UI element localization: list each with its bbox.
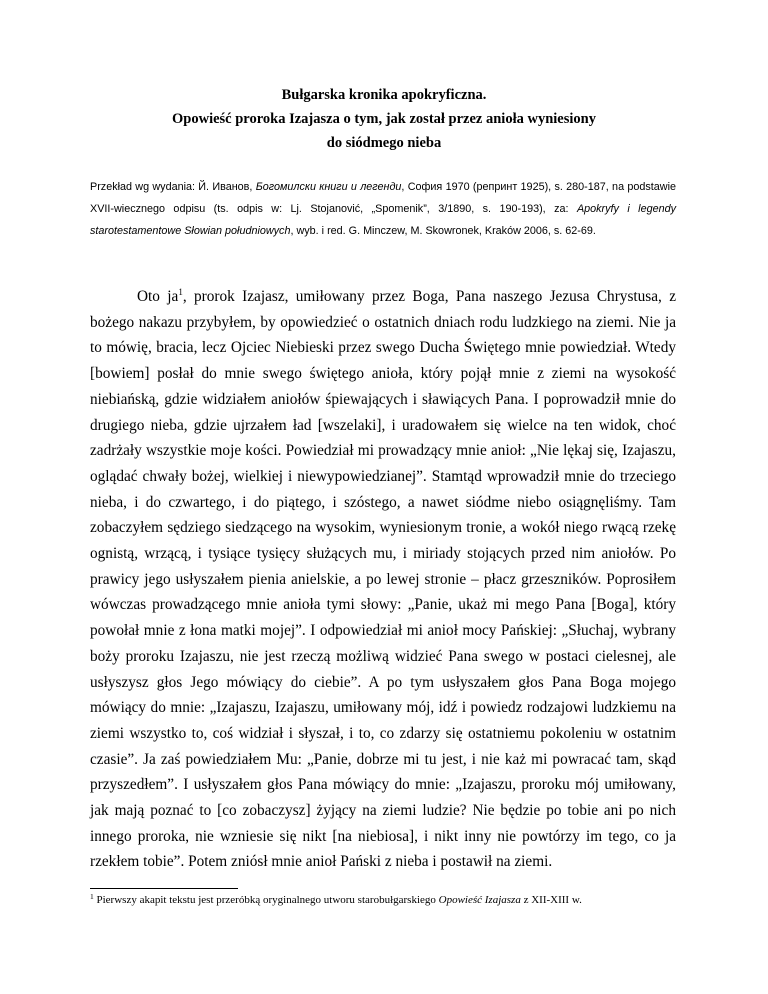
footnote-number: 1 (90, 892, 94, 901)
source-title-apokryfy: Apokryfy i legendy starotestamentowe Słowian południowych (90, 203, 676, 237)
body-lead: Oto ja (137, 288, 179, 305)
title-line-1: Bułgarska kronika apokryficzna. (281, 87, 487, 103)
source-title-cyrillic: Богомилски книги и легенди (255, 181, 402, 193)
footnote (90, 893, 690, 907)
source-middle: , София 1970 (репринт 1925), s. 280-187, na podstawie XVII-wiecznego odpisu (ts. odpis w: Lj. Stojanović, „Spomenik”, 3/1890, s. 190-193), za: (90, 181, 676, 215)
footnote-ref[interactable]: 1 (178, 287, 183, 297)
body-paragraph (90, 284, 676, 875)
footnote-text: Pierwszy akapit tekstu jest przeróbką oryginalnego utworu starobułgarskiego (93, 894, 439, 906)
document-title (80, 83, 688, 155)
source-note (90, 176, 676, 242)
footnote-italic: Opowieść Izajasza (438, 894, 521, 906)
source-suffix: , wyb. i red. G. Minczew, M. Skowronek, Kraków 2006, s. 62-69. (290, 225, 596, 237)
title-line-2: Opowieść proroka Izajasza o tym, jak został przez anioła wyniesiony (172, 111, 596, 127)
footnote-divider (90, 888, 238, 889)
body-text: , prorok Izajasz, umiłowany przez Boga, Pana naszego Jezusa Chrystusa, z bożego nakazu przybyłem, by opowiedzieć o ostatnich dniach rodu ludzkiego na ziemi. Nie ja to mówię, bracia, lecz Ojciec Niebieski przez swego Ducha Świętego mnie powiedział. Wtedy [bowiem] posłał do mnie swego świętego anioła, który pojął mnie z ziemi na wysokość niebiańską, gdzie widziałem aniołów śpiewających i sławiących Pana. I poprowadził mnie do drugiego nieba, gdzie ujrzałem ład [wszelaki], i uradowałem się wielce na ten widok, choć zadrżały wszystkie moje kości. Powiedział mi prowadzący mnie anioł: „Nie lękaj się, Izajaszu, oglądać chwały bożej, wielkiej i niewypowiedzianej”. Stamtąd wprowadził mnie do trzeciego nieba, i do czwartego, i do piątego, i szóstego, a nawet siódme niebo osiągnęliśmy. Tam zobaczyłem sędziego siedzącego na wysokim, wyniesionym tronie, a wokół niego rwącą rzekę ognistą, wrzącą, i tysiące tysięcy służących mu, i miriady stojących przed nim aniołów. Po prawicy jego usłyszałem pienia anielskie, a po lewej stronie – płacz grzeszników. Poprosiłem wówczas prowadzącego mnie anioła tymi słowy: „Panie, ukaż mi mego Pana [Boga], który powołał mnie z łona matki mojej”. I odpowiedział mi anioł mocy Pańskiej: „Słuchaj, wybrany boży proroku Izajaszu, nie jest rzeczą możliwą widzieć Pana swego w postaci cielesnej, ale usłyszysz głos Jego mówiący do ciebie”. A po tym usłyszałem głos Pana Boga mojego mówiący do mnie: „Izajaszu, Izajaszu, umiłowany mój, idź i powiedz rodzajowi ludzkiemu na ziemi wszystko to, coś widział i słyszał, i to, co zdarzy się ostatniemu pokoleniu w ostatnim czasie”. Ja zaś powiedziałem Mu: „Panie, dobrze mi tu jest, i nie każ mi powracać tam, skąd przyszedłem”. I usłyszałem głos Pana mówiący do mnie: „Izajaszu, proroku mój umiłowany, jak mają poznać to [co zobaczysz] żyjący na ziemi ludzie? Nie będzie po tobie ani po nich innego proroka, nie wzniesie się nikt [na niebiosa], i nikt inny nie powtórzy im tego, co ja rzekłem tobie”. Potem zniósł mnie anioł Pański z nieba i postawił na ziemi. (90, 288, 677, 871)
source-prefix: Przekład wg wydania: Й. Иванов, (90, 181, 256, 193)
footnote-suffix: z XII-XIII w. (520, 894, 582, 906)
title-line-3: do siódmego nieba (326, 135, 442, 151)
